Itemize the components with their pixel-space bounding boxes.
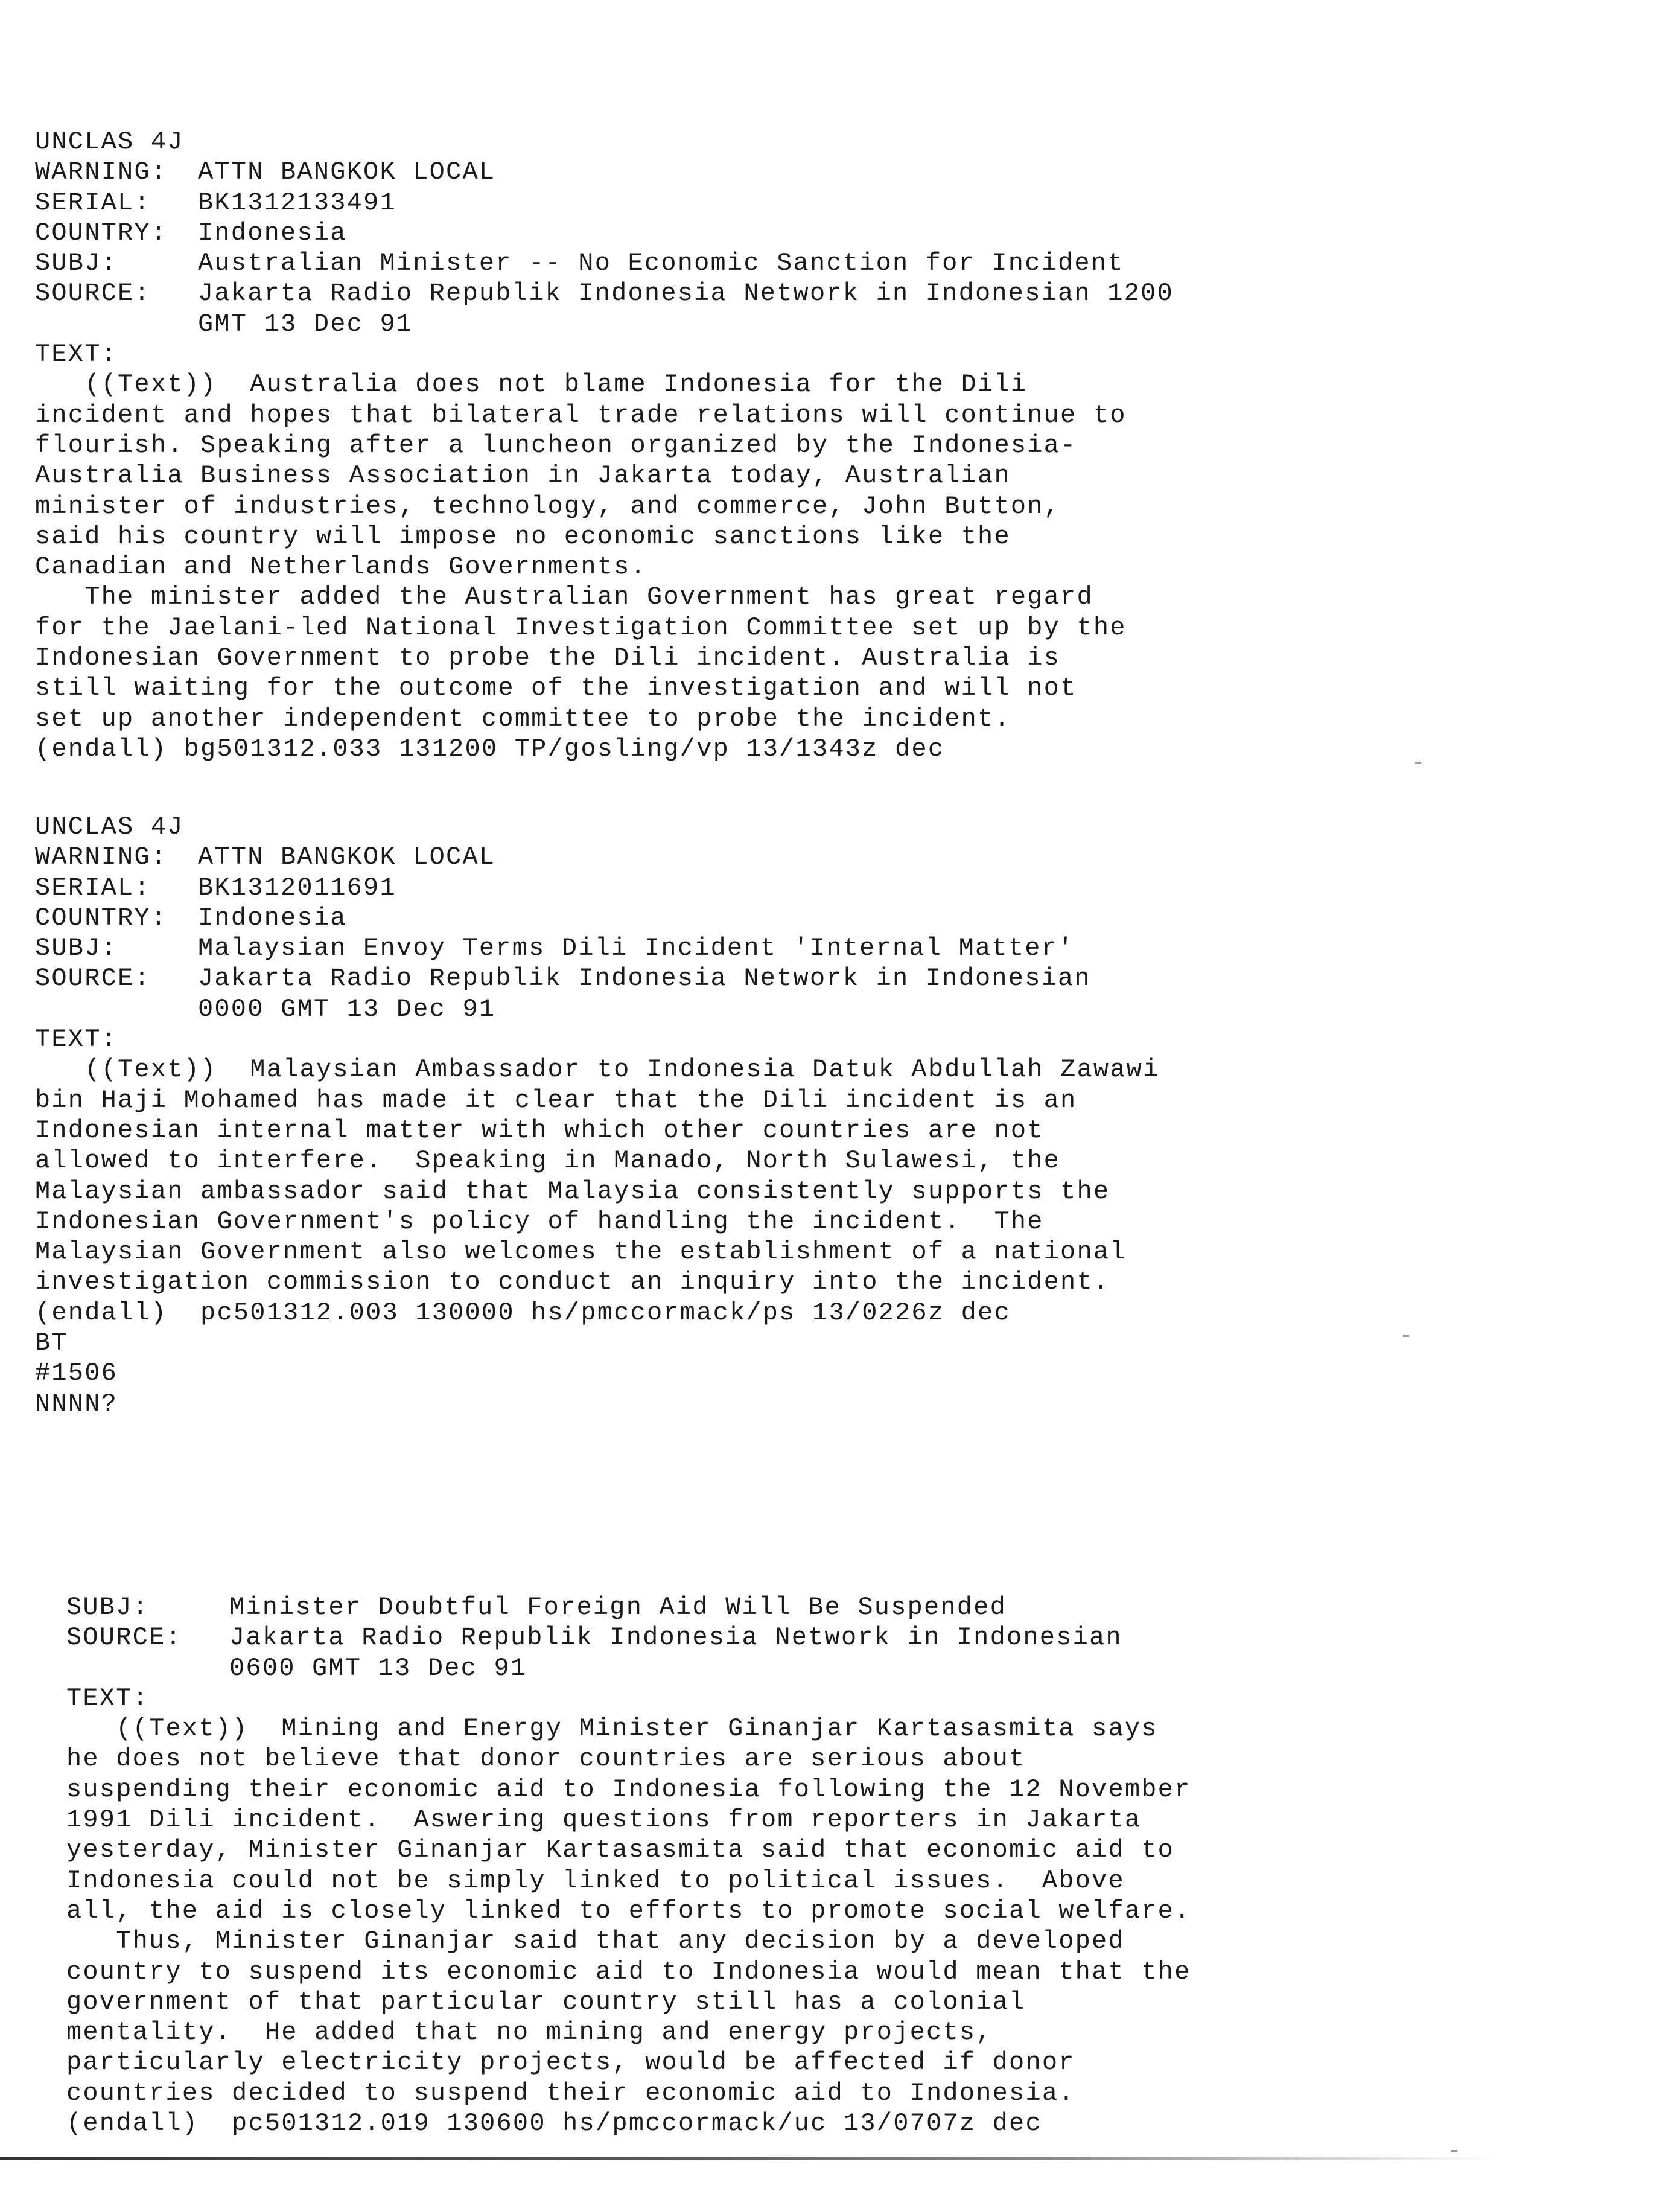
serial-value: BK1312133491 xyxy=(198,188,396,217)
body-line: 1991 Dili incident. Aswering questions from reporters in Jakarta xyxy=(66,1805,1142,1835)
body-line: ((Text)) Malaysian Ambassador to Indonesia Datuk Abdullah Zawawi xyxy=(35,1055,1160,1085)
text-label: TEXT: xyxy=(35,340,118,369)
subject-field xyxy=(66,1592,1672,1622)
source-label: SOURCE: xyxy=(35,279,151,308)
message-2 xyxy=(35,812,1640,1419)
body-line: all, the aid is closely linked to efforts to promote social welfare. xyxy=(66,1896,1191,1925)
country-value: Indonesia xyxy=(198,903,347,933)
subject-value: Australian Minister -- No Economic Sanction for Incident xyxy=(198,249,1124,278)
subject-label: SUBJ: xyxy=(66,1593,150,1622)
serial-field xyxy=(35,188,1640,218)
source-value-line-2: GMT 13 Dec 91 xyxy=(198,309,413,339)
body-line: Indonesia could not be simply linked to political issues. Above xyxy=(66,1866,1125,1895)
subject-field xyxy=(35,248,1640,278)
source-value-line-1: Jakarta Radio Republik Indonesia Network in Indonesian xyxy=(229,1623,1122,1653)
body-line: investigation commission to conduct an inquiry into the incident. xyxy=(35,1268,1110,1297)
trailer-number: #1506 xyxy=(35,1359,118,1388)
subject-label: SUBJ: xyxy=(35,934,118,963)
scan-speck xyxy=(1403,1335,1409,1337)
warning-field xyxy=(35,842,1640,872)
scan-edge-line xyxy=(0,2157,1497,2160)
body-line: Indonesian internal matter with which other countries are not xyxy=(35,1115,1044,1145)
body-line: ((Text)) Mining and Energy Minister Ginanjar Kartasasmita says xyxy=(66,1714,1158,1744)
country-value: Indonesia xyxy=(198,218,347,247)
body-line: Thus, Minister Ginanjar said that any decision by a developed xyxy=(66,1927,1125,1956)
country-label: COUNTRY: xyxy=(35,218,168,247)
body-line: particularly electricity projects, would be affected if donor xyxy=(66,2048,1075,2078)
source-value-line-1: Jakarta Radio Republik Indonesia Network in Indonesian xyxy=(198,964,1091,993)
message-3 xyxy=(66,1592,1672,2138)
body-line: The minister added the Australian Government has great regard xyxy=(35,582,1093,612)
body-line: Malaysian Government also welcomes the establishment of a national xyxy=(35,1237,1127,1267)
warning-label: WARNING: xyxy=(35,158,168,187)
endall-line: (endall) pc501312.019 130600 hs/pmccormack/uc 13/0707z dec xyxy=(66,2109,1042,2138)
warning-value: ATTN BANGKOK LOCAL xyxy=(198,158,496,187)
body-line: Indonesian Government's policy of handling the incident. The xyxy=(35,1207,1044,1236)
country-field xyxy=(35,903,1640,933)
subject-field xyxy=(35,933,1640,963)
body-line: Australia Business Association in Jakarta today, Australian xyxy=(35,461,1011,491)
body-line: bin Haji Mohamed has made it clear that the Dili incident is an xyxy=(35,1085,1077,1115)
body-line: flourish. Speaking after a luncheon organized by the Indonesia- xyxy=(35,430,1077,460)
source-value-line-2: 0600 GMT 13 Dec 91 xyxy=(229,1653,527,1683)
subject-value: Minister Doubtful Foreign Aid Will Be Suspended xyxy=(229,1593,1007,1622)
warning-field xyxy=(35,157,1640,187)
classification-header: UNCLAS 4J xyxy=(35,812,184,841)
subject-value: Malaysian Envoy Terms Dili Incident 'Internal Matter' xyxy=(198,934,1075,963)
body-line: for the Jaelani-led National Investigation Committee set up by the xyxy=(35,613,1127,642)
message-1 xyxy=(35,127,1640,764)
body-line: suspending their economic aid to Indonesia following the 12 November xyxy=(66,1775,1191,1804)
trailer-nnnn: NNNN? xyxy=(35,1389,118,1418)
scan-speck xyxy=(1451,2150,1457,2152)
warning-value: ATTN BANGKOK LOCAL xyxy=(198,843,496,872)
serial-label: SERIAL: xyxy=(35,873,151,902)
country-label: COUNTRY: xyxy=(35,903,168,933)
body-line: countries decided to suspend their economic aid to Indonesia. xyxy=(66,2078,1075,2108)
endall-line: (endall) pc501312.003 130000 hs/pmccormack/ps 13/0226z dec xyxy=(35,1298,1011,1327)
body-line: mentality. He added that no mining and energy projects, xyxy=(66,2018,993,2047)
text-label: TEXT: xyxy=(66,1683,150,1713)
body-line: ((Text)) Australia does not blame Indonesia for the Dili xyxy=(35,370,1028,400)
body-line: said his country will impose no economic sanctions like the xyxy=(35,521,1011,551)
body-line: still waiting for the outcome of the investigation and will not xyxy=(35,674,1077,703)
trailer-bt: BT xyxy=(35,1328,68,1358)
body-line: minister of industries, technology, and commerce, John Button, xyxy=(35,491,1061,521)
body-line: Canadian and Netherlands Governments. xyxy=(35,552,647,582)
body-line: government of that particular country still has a colonial xyxy=(66,1987,1026,2017)
warning-label: WARNING: xyxy=(35,843,168,872)
body-line: yesterday, Minister Ginanjar Kartasasmita said that economic aid to xyxy=(66,1835,1175,1865)
subject-label: SUBJ: xyxy=(35,249,118,278)
source-label: SOURCE: xyxy=(35,964,151,993)
body-line: allowed to interfere. Speaking in Manado, North Sulawesi, the xyxy=(35,1146,1061,1176)
source-value-line-2: 0000 GMT 13 Dec 91 xyxy=(198,994,496,1024)
country-field xyxy=(35,218,1640,248)
source-label: SOURCE: xyxy=(66,1623,182,1653)
body-line: incident and hopes that bilateral trade relations will continue to xyxy=(35,400,1127,430)
body-line: Indonesian Government to probe the Dili incident. Australia is xyxy=(35,643,1061,673)
source-value-line-1: Jakarta Radio Republik Indonesia Network in Indonesian 1200 xyxy=(198,279,1174,308)
serial-value: BK1312011691 xyxy=(198,873,396,902)
source-field xyxy=(66,1622,1672,1653)
serial-label: SERIAL: xyxy=(35,188,151,217)
serial-field xyxy=(35,873,1640,903)
body-line: Malaysian ambassador said that Malaysia consistently supports the xyxy=(35,1176,1110,1206)
scan-speck xyxy=(1415,762,1421,764)
source-field xyxy=(35,963,1640,993)
body-line: country to suspend its economic aid to Indonesia would mean that the xyxy=(66,1957,1191,1986)
endall-line: (endall) bg501312.033 131200 TP/gosling/vp 13/1343z dec xyxy=(35,734,945,764)
text-label: TEXT: xyxy=(35,1025,118,1054)
classification-header: UNCLAS 4J xyxy=(35,127,184,156)
source-field xyxy=(35,278,1640,308)
body-line: he does not believe that donor countries are serious about xyxy=(66,1744,1026,1774)
body-line: set up another independent committee to probe the incident. xyxy=(35,704,1011,733)
